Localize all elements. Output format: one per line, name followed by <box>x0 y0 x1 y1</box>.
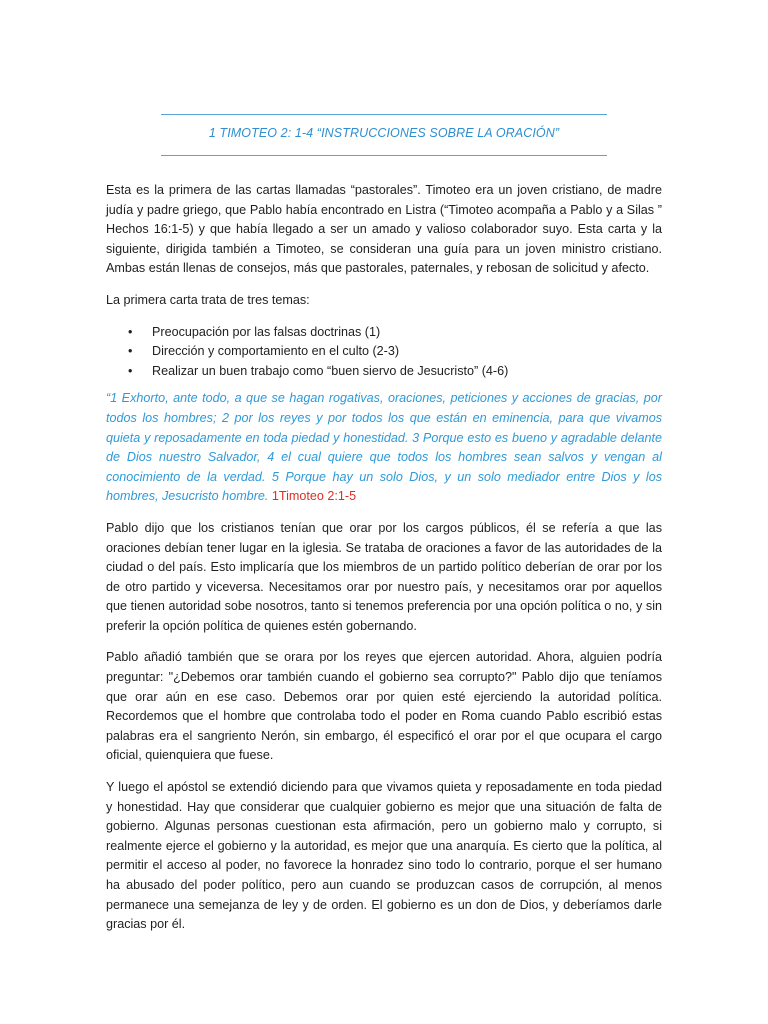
topic-text: Dirección y comportamiento en el culto (2-3) <box>152 344 400 359</box>
list-item <box>106 362 662 382</box>
title-block <box>161 114 607 156</box>
topics-list <box>106 323 662 382</box>
bullet-icon: • <box>128 324 133 339</box>
list-item <box>106 323 662 343</box>
bullet-icon: • <box>128 363 133 378</box>
topic-text: Realizar un buen trabajo como “buen siervo de Jesucristo” (4-6) <box>152 363 509 378</box>
intro-paragraph: Esta es la primera de las cartas llamadas “pastorales”. Timoteo era un joven cristiano, de madre judía y padre griego, que Pablo había encontrado en Listra (“Timoteo acompaña a Pablo y a Silas ” Hechos 16:1-5) y que había llegado a ser un amado y valioso colaborador suyo. Esta carta y la siguiente, dirigida también a Timoteo, se consideran una guía para un joven ministro cristiano. Ambas están llenas de consejos, más que pastorales, paternales, y rebosan de solicitud y afecto. <box>106 183 662 276</box>
bullet-icon: • <box>128 344 133 359</box>
scripture-text: “1 Exhorto, ante todo, a que se hagan rogativas, oraciones, peticiones y acciones de gracias, por todos los hombres; 2 por los reyes y por todos los que están en eminencia, para que vivamos quieta y reposadamente en toda piedad y honestidad. 3 Porque esto es bueno y agradable delante de Dios nuestro Salvador, 4 el cual quiere que todos los hombres sean salvos y vengan al conocimiento de la verdad. 5 Porque hay un solo Dios, y un solo mediador entre Dios y los hombres, Jesucristo hombre. <box>106 391 662 504</box>
topic-text: Preocupación por las falsas doctrinas (1) <box>152 324 381 339</box>
scripture-reference: 1Timoteo 2:1-5 <box>271 489 357 504</box>
list-item <box>106 342 662 362</box>
body-paragraph-3: Y luego el apóstol se extendió diciendo para que vivamos quieta y reposadamente en toda piedad y honestidad. Hay que considerar que cualquier gobierno es mejor que una situación de falta de gobierno. Algunas personas cuestionan esta afirmación, pero un gobierno malo y corrupto, si realmente ejerce el gobierno y la autoridad, es mejor que una anarquía. Es cierto que la política, al permitir el acceso al poder, no favorece la honradez sino todo lo contrario, porque el ser humano ha abusado del poder político, pero aun cuando se produzcan casos de corrupción, al menos permanece una semejanza de ley y de orden. El gobierno es un don de Dios, y deberíamos darle gracias por él. <box>106 780 662 932</box>
scripture-quote <box>106 389 662 507</box>
title-rule-bottom <box>161 155 607 156</box>
document-body <box>106 181 662 947</box>
body-paragraph-1: Pablo dijo que los cristianos tenían que orar por los cargos públicos, él se refería a que las oraciones debían tener lugar en la iglesia. Se trataba de oraciones a favor de las autoridades de la ciudad o del país. Esto implicaría que los miembros de un partido político deberían de orar por los de otro partido y viceversa. Necesitamos orar por nuestro país, y necesitamos orar por aquellos que tienen autoridad sobe nosotros, tanto si tenemos preferencia por una opción política o no, y sin preferir la opción política de quienes estén gobernando. <box>106 520 662 633</box>
document-title: 1 TIMOTEO 2: 1-4 “INSTRUCCIONES SOBRE LA ORACIÓN” <box>208 126 560 140</box>
topics-intro: La primera carta trata de tres temas: <box>106 292 310 307</box>
body-paragraph-2: Pablo añadió también que se orara por los reyes que ejercen autoridad. Ahora, alguien podría preguntar: "¿Debemos orar también cuando el gobierno sea corrupto?" Pablo dijo que teníamos que orar aún en ese caso. Debemos orar por quien esté ejerciendo la autoridad política. Recordemos que el hombre que controlaba todo el poder en Roma cuando Pablo escribió estas palabras era el sangriento Nerón, sin embargo, él especificó el orar por el que ocupara el cargo oficial, quienquiera que fuese. <box>106 650 662 763</box>
